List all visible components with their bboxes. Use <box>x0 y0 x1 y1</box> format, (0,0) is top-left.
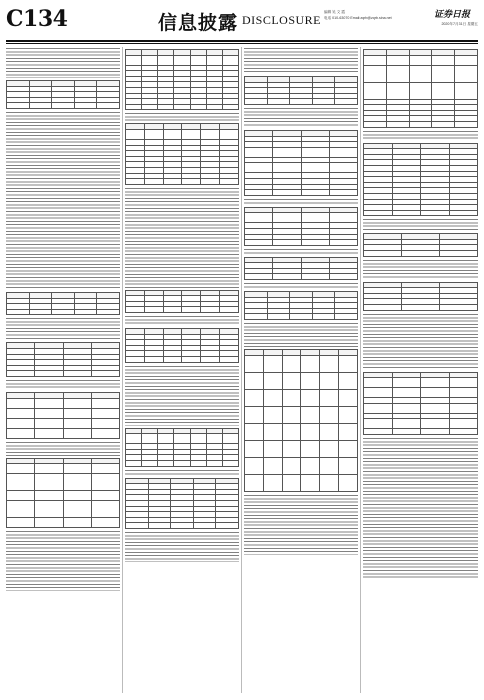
data-table <box>244 349 358 492</box>
data-table <box>244 130 358 196</box>
page-number: C134 <box>6 6 68 32</box>
text-block <box>125 366 239 426</box>
masthead <box>6 4 478 40</box>
text-block <box>125 113 239 121</box>
newspaper-logo: 证券日报 <box>434 10 471 20</box>
text-block <box>244 199 358 205</box>
text-block <box>363 438 478 578</box>
data-table <box>6 342 120 377</box>
data-table <box>125 49 239 110</box>
data-table <box>363 282 478 311</box>
text-block <box>363 219 478 231</box>
text-block <box>363 131 478 141</box>
text-block <box>125 470 239 476</box>
column-divider <box>122 47 123 693</box>
text-block <box>6 112 120 290</box>
issue-date: 2020年7月31日 星期五 <box>441 22 478 26</box>
text-block <box>6 48 120 78</box>
data-table <box>363 143 478 217</box>
text-block <box>244 48 358 74</box>
column-divider <box>241 47 242 693</box>
data-table <box>363 49 478 128</box>
text-block <box>125 188 239 288</box>
section-title-cn: 信息披露 <box>158 12 239 34</box>
data-table <box>363 372 478 435</box>
text-block <box>363 260 478 280</box>
data-table <box>125 478 239 529</box>
data-table <box>6 392 120 439</box>
masthead-editor: 编辑 吴 文 霞 <box>324 10 345 14</box>
masthead-meta <box>324 9 430 21</box>
text-block <box>244 283 358 289</box>
masthead-contact: 电话 010-63070 Email:zqrb@zqrb.sina.net <box>324 16 392 20</box>
text-block <box>6 531 120 591</box>
text-block <box>244 249 358 255</box>
text-block <box>6 380 120 390</box>
column-divider <box>360 47 361 693</box>
data-table <box>125 290 239 313</box>
data-table <box>6 292 120 315</box>
text-block <box>244 495 358 555</box>
data-table <box>125 328 239 363</box>
data-table <box>125 428 239 467</box>
data-table <box>244 257 358 280</box>
data-table <box>244 291 358 320</box>
data-table <box>244 76 358 105</box>
column-4 <box>363 47 478 693</box>
text-block <box>244 108 358 128</box>
text-block <box>244 323 358 347</box>
text-block <box>125 316 239 326</box>
text-block <box>6 442 120 456</box>
data-table <box>6 458 120 529</box>
data-table <box>244 207 358 246</box>
masthead-rule-thin <box>6 43 478 44</box>
column-2 <box>125 47 239 693</box>
data-table <box>125 123 239 184</box>
text-block <box>363 314 478 370</box>
masthead-rule <box>6 40 478 42</box>
text-block <box>125 532 239 562</box>
section-title-en: DISCLOSURE <box>242 13 322 27</box>
data-table <box>6 80 120 109</box>
column-1 <box>6 47 120 693</box>
text-block <box>6 318 120 340</box>
column-3 <box>244 47 358 693</box>
data-table <box>363 233 478 256</box>
